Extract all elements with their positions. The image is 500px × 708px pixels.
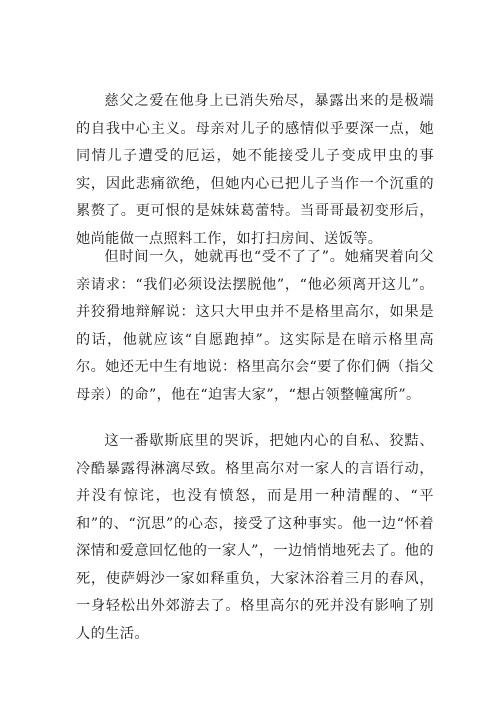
paragraph-3: 这一番歇斯底里的哭诉，把她内心的自私、狡黠、冷酷暴露得淋漓尽致。格里高尔对一家人的言语行动，并没有惊诧，也没有愤怒，而是用一种清醒的、“平和”的、“沉思”的心态，接受了这种事实。他一边“怀着深情和爱意回忆他的一家人”，一边悄悄地死去了。他的死，使萨姆沙一家如释重负，大家沐浴着三月的春风，一身轻松出外郊游去了。格里高尔的死并没有影响了别人的生活。	[76, 433, 434, 642]
paragraph-1: 慈父之爱在他身上已消失殆尽，暴露出来的是极端的自我中心主义。母亲对儿子的感情似乎要深一点，她同情儿子遭受的厄运，她不能接受儿子变成甲虫的事实，因此悲痛欲绝，但她内心已把儿子当作一个沉重的累赘了。更可恨的是妹妹葛蕾特。当哥哥最初变形后，她尚能做一点照料工作，如打扫房间、送饭等。	[76, 93, 434, 247]
paragraph-2: 但时间一久，她就再也“受不了了”。她痛哭着向父亲请求：“我们必须设法摆脱他”，“他必须离开这儿”。并狡猾地辩解说：这只大甲虫并不是格里高尔，如果是的话，他就应该“自愿跑掉”。这实际是在暗示格里高尔。她还无中生有地说：格里高尔会“要了你们俩（指父母亲）的命”，他在“迫害大家”，“想占领整幢寓所”。	[76, 249, 434, 403]
